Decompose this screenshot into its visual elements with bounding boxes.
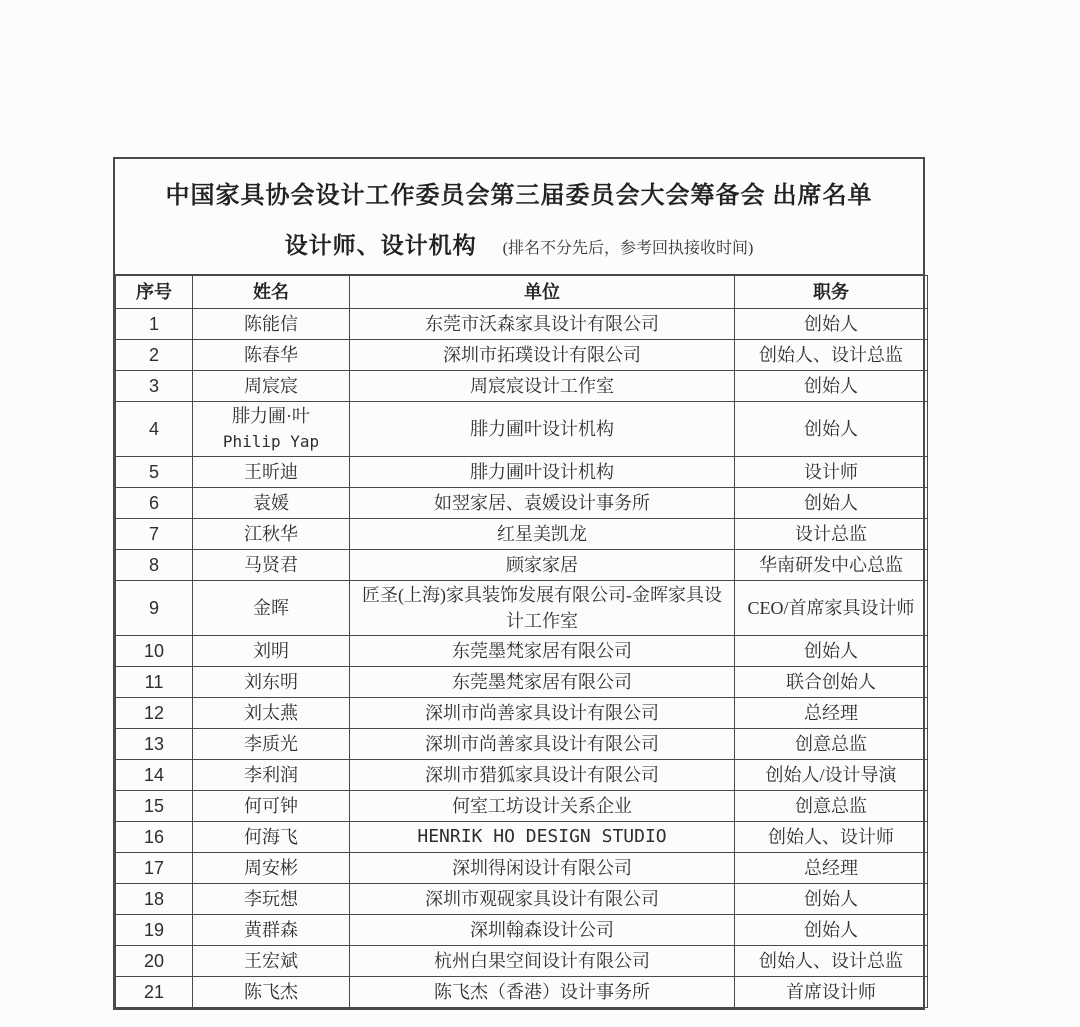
- document-header: [115, 159, 923, 275]
- cell-name: 腓力圃·叶 Philip Yap: [193, 402, 350, 457]
- cell-name: 何海飞: [193, 822, 350, 853]
- cell-name: 陈飞杰: [193, 977, 350, 1008]
- cell-org: 顾家家居: [350, 550, 735, 581]
- cell-title: 创始人: [735, 402, 928, 457]
- cell-name: 江秋华: [193, 519, 350, 550]
- table-row: [116, 884, 928, 915]
- cell-name: 李质光: [193, 729, 350, 760]
- cell-no: 4: [116, 402, 193, 457]
- cell-name: 刘东明: [193, 667, 350, 698]
- table-row: [116, 340, 928, 371]
- attendance-table: [115, 275, 928, 1008]
- table-row: [116, 550, 928, 581]
- table-row: [116, 760, 928, 791]
- cell-no: 8: [116, 550, 193, 581]
- cell-no: 5: [116, 457, 193, 488]
- table-row: [116, 822, 928, 853]
- table-row: [116, 457, 928, 488]
- table-header-row: [116, 276, 928, 309]
- cell-name: 王宏斌: [193, 946, 350, 977]
- cell-org: 如翌家居、袁媛设计事务所: [350, 488, 735, 519]
- table-row: [116, 667, 928, 698]
- cell-no: 21: [116, 977, 193, 1008]
- cell-org: 深圳得闲设计有限公司: [350, 853, 735, 884]
- cell-name: 马贤君: [193, 550, 350, 581]
- cell-title: 创始人/设计导演: [735, 760, 928, 791]
- cell-org: 何室工坊设计关系企业: [350, 791, 735, 822]
- cell-name: 周安彬: [193, 853, 350, 884]
- cell-name: 刘明: [193, 636, 350, 667]
- cell-org: 周宸宸设计工作室: [350, 371, 735, 402]
- cell-no: 10: [116, 636, 193, 667]
- cell-title: 设计总监: [735, 519, 928, 550]
- table-row: [116, 915, 928, 946]
- cell-title: 创始人: [735, 884, 928, 915]
- cell-no: 18: [116, 884, 193, 915]
- cell-no: 15: [116, 791, 193, 822]
- cell-title: 设计师: [735, 457, 928, 488]
- cell-org: 深圳翰森设计公司: [350, 915, 735, 946]
- cell-org: 深圳市尚善家具设计有限公司: [350, 698, 735, 729]
- cell-org: 红星美凯龙: [350, 519, 735, 550]
- cell-org: 腓力圃叶设计机构: [350, 402, 735, 457]
- table-row: [116, 853, 928, 884]
- cell-title: 创始人、设计师: [735, 822, 928, 853]
- table-row: [116, 488, 928, 519]
- cell-org: 东莞墨梵家居有限公司: [350, 636, 735, 667]
- cell-no: 6: [116, 488, 193, 519]
- cell-no: 1: [116, 309, 193, 340]
- cell-name: 黄群森: [193, 915, 350, 946]
- table-row: [116, 791, 928, 822]
- cell-name: 李利润: [193, 760, 350, 791]
- cell-org: 腓力圃叶设计机构: [350, 457, 735, 488]
- cell-no: 17: [116, 853, 193, 884]
- cell-title: 创始人、设计总监: [735, 946, 928, 977]
- col-header-name: 姓名: [193, 276, 350, 309]
- cell-org: 深圳市尚善家具设计有限公司: [350, 729, 735, 760]
- cell-no: 14: [116, 760, 193, 791]
- cell-no: 11: [116, 667, 193, 698]
- cell-title: 创始人: [735, 488, 928, 519]
- doc-subtitle: 设计师、设计机构: [284, 233, 477, 258]
- col-header-no: 序号: [116, 276, 193, 309]
- table-row: [116, 519, 928, 550]
- cell-no: 19: [116, 915, 193, 946]
- table-row: [116, 698, 928, 729]
- cell-no: 20: [116, 946, 193, 977]
- cell-title: 创始人: [735, 636, 928, 667]
- cell-name: 陈能信: [193, 309, 350, 340]
- cell-name: 王昕迪: [193, 457, 350, 488]
- cell-org: 深圳市拓璞设计有限公司: [350, 340, 735, 371]
- table-row: [116, 309, 928, 340]
- cell-no: 7: [116, 519, 193, 550]
- cell-org: 匠圣(上海)家具装饰发展有限公司-金晖家具设计工作室: [350, 581, 735, 636]
- cell-title: 创始人: [735, 371, 928, 402]
- cell-title: 创始人: [735, 915, 928, 946]
- cell-org: 深圳市猎狐家具设计有限公司: [350, 760, 735, 791]
- table-row: [116, 977, 928, 1008]
- cell-no: 13: [116, 729, 193, 760]
- table-row: [116, 729, 928, 760]
- cell-title: 首席设计师: [735, 977, 928, 1008]
- cell-title: 创始人: [735, 309, 928, 340]
- cell-name: 袁媛: [193, 488, 350, 519]
- cell-org: 东莞墨梵家居有限公司: [350, 667, 735, 698]
- cell-title: CEO/首席家具设计师: [735, 581, 928, 636]
- cell-title: 创始人、设计总监: [735, 340, 928, 371]
- cell-org: 深圳市观砚家具设计有限公司: [350, 884, 735, 915]
- cell-title: 创意总监: [735, 729, 928, 760]
- cell-name: 周宸宸: [193, 371, 350, 402]
- cell-org: HENRIK HO DESIGN STUDIO: [350, 822, 735, 853]
- col-header-org: 单位: [350, 276, 735, 309]
- table-row: [116, 636, 928, 667]
- cell-name: 陈春华: [193, 340, 350, 371]
- cell-title: 联合创始人: [735, 667, 928, 698]
- cell-name: 刘太燕: [193, 698, 350, 729]
- table-row: [116, 402, 928, 457]
- cell-title: 创意总监: [735, 791, 928, 822]
- cell-org: 东莞市沃森家具设计有限公司: [350, 309, 735, 340]
- cell-org: 陈飞杰（香港）设计事务所: [350, 977, 735, 1008]
- col-header-title: 职务: [735, 276, 928, 309]
- cell-name: 金晖: [193, 581, 350, 636]
- cell-no: 16: [116, 822, 193, 853]
- cell-no: 3: [116, 371, 193, 402]
- cell-title: 华南研发中心总监: [735, 550, 928, 581]
- doc-subtitle-note: (排名不分先后，参考回执接收时间): [502, 240, 754, 257]
- cell-no: 2: [116, 340, 193, 371]
- cell-no: 9: [116, 581, 193, 636]
- table-row: [116, 581, 928, 636]
- cell-name: 李玩想: [193, 884, 350, 915]
- table-row: [116, 371, 928, 402]
- cell-title: 总经理: [735, 853, 928, 884]
- attendance-document: [113, 157, 925, 1010]
- doc-title: 中国家具协会设计工作委员会第三届委员会大会筹备会 出席名单: [165, 183, 873, 209]
- cell-title: 总经理: [735, 698, 928, 729]
- cell-no: 12: [116, 698, 193, 729]
- cell-org: 杭州白果空间设计有限公司: [350, 946, 735, 977]
- table-row: [116, 946, 928, 977]
- doc-subtitle-line: [115, 227, 923, 260]
- cell-name: 何可钟: [193, 791, 350, 822]
